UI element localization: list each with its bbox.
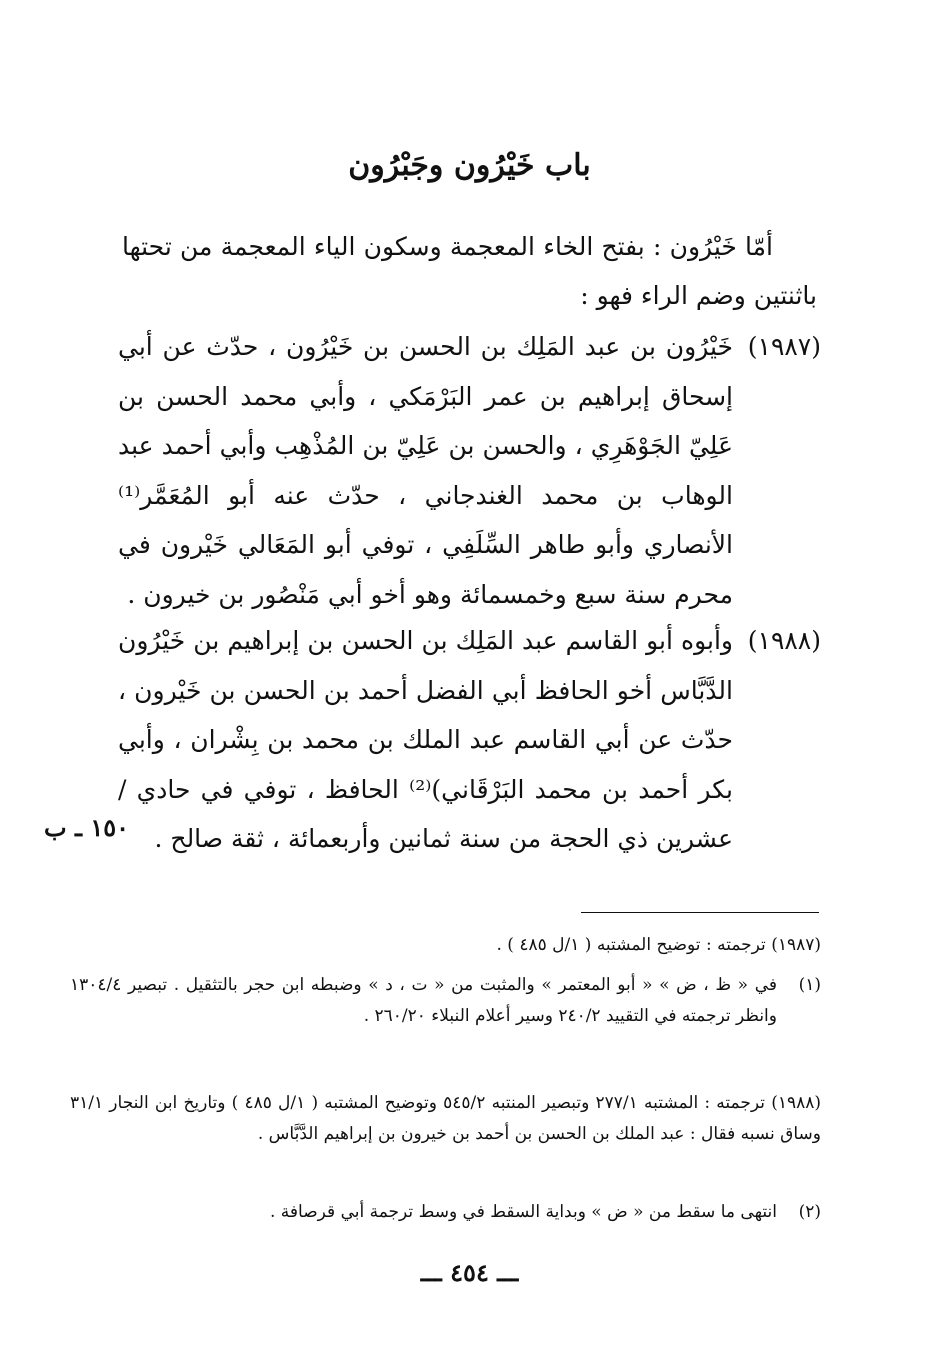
intro-text: أمّا خَيْرُون : بفتح الخاء المعجمة وسكون الياء المعجمة من تحتها باثنتين وضم الراء فهو :: [122, 232, 817, 310]
entry-text: وأبوه أبو القاسم عبد المَلِك بن الحسن بن إبراهيم بن خَيْرُون الدَّبَّاس أخو الحافظ أبي الفضل أحمد بن الحسن بن خَيْرون ، حدّث عن أبي القاسم عبد الملك بن محمد بن بِشْران ، وأبي بكر أحمد بن محمد البَرْقَاني)⁽²⁾ الحافظ ، توفي في حادي / عشرين ذي الحجة من سنة ثمانين وأربعمائة ، ثقة صالح .: [118, 626, 733, 853]
footnote-1987: [70, 930, 821, 961]
footnote-2: [70, 1197, 821, 1228]
intro-paragraph: [122, 222, 817, 320]
footnote-body: انتهى ما سقط من « ض » وبداية السقط في وسط ترجمة أبي قرصافة .: [270, 1202, 777, 1222]
entry-body: [118, 616, 733, 864]
footnote-body: ترجمته : المشتبه ٢٧٧/١ وتبصير المنتبه ٥٤٥/٢ وتوضيح المشتبه ( ١/ل ٤٨٥ ) وتاريخ ابن النجار ٣١/١ وساق نسبه فقال : عبد الملك بن الحسن بن أحمد بن خيرون بن إبراهيم الدَّبَّاس .: [70, 1093, 821, 1144]
footnote-label: (١٩٨٨): [771, 1093, 822, 1113]
footnote-text: [70, 930, 821, 961]
footnote-body: ترجمته : توضيح المشتبه ( ١/ل ٤٨٥ ) .: [496, 935, 766, 955]
entry-number: (١٩٨٧): [747, 332, 821, 361]
entry-1988: [118, 616, 821, 864]
footnote-label: (٢): [798, 1202, 821, 1222]
footnote-1988: [70, 1088, 821, 1150]
entry-number: (١٩٨٨): [747, 626, 821, 655]
footnote-label: (١): [798, 975, 821, 995]
footnote-label: (١٩٨٧): [771, 935, 821, 955]
footnote-text: [70, 1088, 821, 1150]
chapter-title: باب خَيْرُون وجَبْرُون: [348, 148, 591, 183]
entry-text: خَيْرُون بن عبد المَلِك بن الحسن بن خَيْرُون ، حدّث عن أبي إسحاق إبراهيم بن عمر البَرْمَكي ، وأبي محمد الحسن بن عَلِيّ الجَوْهَرِي ، والحسن بن عَلِيّ بن المُذْهِب وأبي أحمد عبد الوهاب بن محمد الغندجاني ، حدّث عنه أبو المُعَمَّر⁽¹⁾ الأنصاري وأبو طاهر السِّلَفِي ، توفي أبو المَعَالي خَيْرون في محرم سنة سبع وخمسمائة وهو أخو أبي مَنْصُور بن خيرون .: [118, 332, 733, 609]
entry-body: [118, 322, 733, 619]
footnote-body: في « ظ ، ض » « أبو المعتمر » والمثبت من « ت ، د » وضبطه ابن حجر بالتثقيل . تبصير ١٣٠٤/٤ وانظر ترجمته في التقييد ٢٤٠/٢ وسير أعلام النبلاء ٢٦٠/٢٠ .: [70, 975, 777, 1026]
footnote-1: [70, 970, 821, 1032]
entry-1987: [118, 322, 821, 619]
footnote-separator: [581, 912, 819, 913]
page-number: ـــ ٤٥٤ ـــ: [420, 1258, 519, 1287]
manuscript-folio-mark: ١٥٠ ـ ب: [44, 813, 130, 842]
